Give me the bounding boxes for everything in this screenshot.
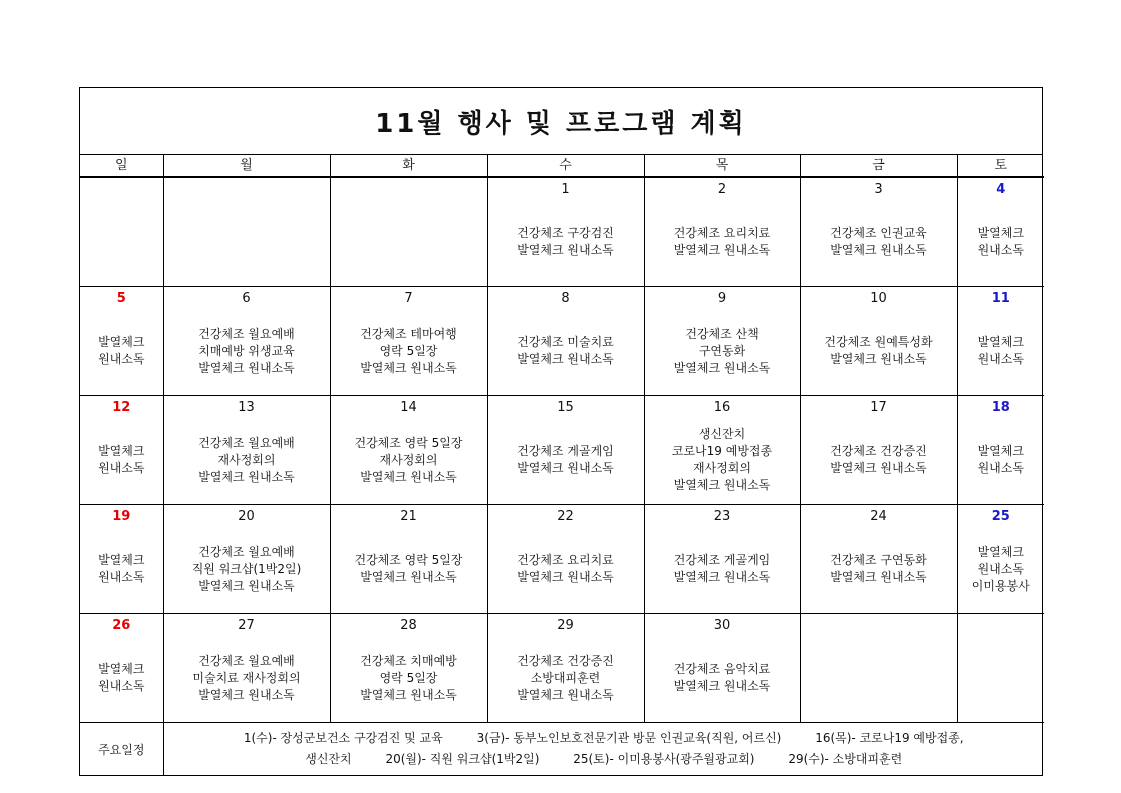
event-item: 원내소독 — [977, 561, 1024, 576]
event-item: 발열체크 원내소독 — [517, 687, 614, 702]
day-cell — [800, 287, 957, 396]
day-cell — [644, 505, 800, 614]
day-cell — [487, 614, 644, 723]
day-events — [488, 201, 644, 283]
day-cell — [163, 396, 330, 505]
day-cell — [163, 505, 330, 614]
event-item: 건강체조 건강증진 — [517, 653, 614, 668]
summary-item: 29(수)- 소방대피훈련 — [788, 752, 903, 766]
day-number — [164, 179, 330, 201]
summary-item: 20(월)- 직원 워크샵(1박2일) — [385, 752, 540, 766]
event-item: 원내소독 — [98, 461, 145, 475]
day-number: 28 — [400, 618, 417, 633]
day-cell — [644, 396, 800, 505]
day-events — [331, 419, 487, 501]
event-item: 원내소독 — [977, 461, 1024, 475]
day-number: 20 — [238, 509, 255, 524]
day-cell — [330, 505, 487, 614]
summary-item: 25(토)- 이미용봉사(광주월광교회) — [573, 752, 755, 766]
event-item: 발열체크 — [977, 444, 1024, 458]
day-cell — [800, 614, 957, 723]
day-events — [645, 419, 800, 501]
day-number: 11 — [991, 291, 1010, 306]
day-events — [80, 637, 163, 719]
event-item: 영락 5일장 — [379, 343, 438, 358]
day-events — [331, 637, 487, 719]
day-number: 4 — [996, 182, 1006, 197]
summary-content — [163, 723, 1044, 776]
event-item: 발열체크 원내소독 — [830, 461, 927, 475]
day-number: 24 — [870, 509, 887, 524]
day-cell — [957, 287, 1044, 396]
event-item: 건강체조 치매예방 — [360, 653, 457, 668]
event-item: 건강체조 테마여행 — [360, 326, 457, 341]
day-cell — [330, 177, 487, 287]
event-item: 건강체조 영락 5일장 — [354, 435, 463, 450]
event-item: 발열체크 — [977, 335, 1024, 349]
event-item: 발열체크 원내소독 — [517, 352, 614, 366]
day-cell — [644, 287, 800, 396]
day-events — [958, 528, 1045, 610]
day-events — [801, 201, 957, 283]
event-item: 영락 5일장 — [379, 670, 438, 685]
day-number — [801, 615, 957, 637]
weekday-header: 토 — [957, 155, 1044, 177]
day-cell — [957, 396, 1044, 505]
weekday-header: 월 — [163, 155, 330, 177]
summary-item: 16(목)- 코로나19 예방접종, — [815, 731, 964, 745]
event-item: 재사정회의 — [379, 452, 438, 467]
day-cell — [487, 287, 644, 396]
page-title: 11월 행사 및 프로그램 계획 — [375, 108, 747, 139]
day-events — [645, 528, 800, 610]
day-events — [958, 310, 1045, 392]
event-item: 건강체조 월요예배 — [198, 653, 295, 668]
summary-row — [80, 723, 1044, 776]
day-cell — [644, 177, 800, 287]
event-item: 건강체조 요리치료 — [517, 553, 614, 567]
calendar-table — [80, 155, 1044, 775]
event-item: 건강체조 산책 — [685, 326, 759, 341]
day-events — [488, 637, 644, 719]
event-item: 건강체조 월요예배 — [198, 435, 295, 450]
day-cell — [487, 177, 644, 287]
day-events — [958, 637, 1045, 719]
day-events — [488, 419, 644, 501]
day-cell — [957, 505, 1044, 614]
event-item: 발열체크 원내소독 — [517, 461, 614, 475]
day-events — [164, 201, 330, 283]
day-number: 5 — [116, 291, 126, 306]
event-item: 발열체크 원내소독 — [517, 570, 614, 584]
day-events — [958, 419, 1045, 501]
day-events — [488, 310, 644, 392]
event-item: 발열체크 — [98, 553, 145, 567]
day-cell — [800, 396, 957, 505]
event-item: 발열체크 원내소독 — [673, 478, 771, 492]
weekday-header: 금 — [800, 155, 957, 177]
day-number: 13 — [238, 400, 255, 415]
day-cell — [330, 287, 487, 396]
day-events — [80, 528, 163, 610]
day-number: 30 — [713, 618, 731, 633]
day-cell — [644, 614, 800, 723]
event-item: 발열체크 원내소독 — [830, 243, 927, 257]
day-events — [801, 528, 957, 610]
day-cell — [957, 177, 1044, 287]
event-item: 발열체크 — [98, 662, 145, 676]
event-item: 원내소독 — [977, 243, 1024, 257]
event-item: 원내소독 — [98, 352, 145, 366]
day-number: 1 — [561, 182, 570, 197]
event-item: 발열체크 원내소독 — [673, 243, 771, 257]
event-item: 건강체조 영락 5일장 — [354, 553, 463, 567]
event-item: 건강체조 건강증진 — [830, 444, 927, 458]
event-item: 재사정회의 — [693, 461, 751, 475]
event-item: 생신잔치 — [698, 427, 746, 441]
event-item: 발열체크 원내소독 — [360, 687, 457, 702]
event-item: 건강체조 게골게임 — [673, 553, 771, 567]
summary-line-1 — [164, 728, 1045, 749]
day-events — [164, 419, 330, 501]
day-number: 29 — [557, 618, 574, 633]
event-item: 구연동화 — [698, 343, 746, 358]
day-cell — [163, 614, 330, 723]
event-item: 건강체조 구강검진 — [517, 226, 614, 240]
day-number — [331, 179, 487, 201]
event-item: 발열체크 — [977, 544, 1024, 559]
day-number: 25 — [991, 509, 1010, 524]
day-number: 6 — [242, 291, 251, 306]
weekday-header: 수 — [487, 155, 644, 177]
day-cell — [957, 614, 1044, 723]
event-item: 발열체크 — [977, 226, 1024, 240]
day-number: 10 — [870, 291, 887, 306]
event-item: 발열체크 원내소독 — [198, 469, 295, 484]
event-item: 발열체크 원내소독 — [198, 360, 295, 375]
event-item: 건강체조 구연동화 — [830, 553, 927, 567]
event-item: 건강체조 인권교육 — [830, 226, 927, 240]
weekday-header: 화 — [330, 155, 487, 177]
weekday-header: 일 — [80, 155, 163, 177]
day-number: 14 — [400, 400, 417, 415]
day-number — [80, 179, 163, 201]
event-item: 치매예방 위생교육 — [198, 343, 295, 358]
event-item: 건강체조 게골게임 — [517, 444, 614, 458]
event-item: 건강체조 월요예배 — [198, 544, 295, 559]
day-number: 15 — [557, 400, 574, 415]
schedule-sheet — [79, 87, 1043, 776]
event-item: 직원 워크샵(1박2일) — [191, 561, 302, 576]
event-item: 원내소독 — [98, 679, 145, 693]
day-events — [801, 637, 957, 719]
day-number: 12 — [112, 400, 131, 415]
day-events — [645, 310, 800, 392]
day-cell — [330, 396, 487, 505]
summary-line-2 — [164, 749, 1045, 770]
day-cell — [487, 396, 644, 505]
day-events — [164, 310, 330, 392]
title-row — [80, 88, 1042, 155]
event-item: 원내소독 — [977, 352, 1024, 366]
day-events — [801, 310, 957, 392]
weekday-header: 목 — [644, 155, 800, 177]
day-cell — [80, 287, 163, 396]
event-item: 발열체크 원내소독 — [673, 360, 771, 375]
event-item: 발열체크 원내소독 — [360, 570, 457, 584]
day-events — [164, 528, 330, 610]
day-events — [645, 637, 800, 719]
event-item: 발열체크 — [98, 444, 145, 458]
event-item: 발열체크 원내소독 — [517, 243, 614, 257]
day-events — [80, 310, 163, 392]
day-events — [958, 201, 1045, 283]
weekday-header-row — [80, 155, 1044, 177]
event-item: 발열체크 원내소독 — [830, 570, 927, 584]
event-item: 건강체조 원예특성화 — [824, 335, 933, 349]
day-cell — [330, 614, 487, 723]
day-number: 3 — [874, 182, 883, 197]
day-number — [958, 615, 1045, 637]
event-item: 재사정회의 — [217, 452, 276, 467]
event-item: 이미용봉사 — [971, 578, 1030, 593]
week-row — [80, 505, 1044, 614]
day-cell — [163, 177, 330, 287]
summary-item: 생신잔치 — [305, 752, 352, 766]
day-cell — [80, 505, 163, 614]
event-item: 발열체크 원내소독 — [198, 687, 295, 702]
week-row — [80, 287, 1044, 396]
event-item: 원내소독 — [98, 570, 145, 584]
day-events — [331, 201, 487, 283]
event-item: 발열체크 원내소독 — [830, 352, 927, 366]
day-events — [645, 201, 800, 283]
day-number: 9 — [717, 291, 727, 306]
event-item: 미술치료 재사정회의 — [192, 670, 301, 685]
day-events — [331, 310, 487, 392]
event-item: 소방대피훈련 — [530, 670, 601, 685]
day-events — [80, 419, 163, 501]
day-number: 2 — [717, 182, 727, 197]
day-number: 7 — [404, 291, 413, 306]
day-number: 16 — [713, 400, 731, 415]
day-cell — [800, 505, 957, 614]
day-number: 26 — [112, 618, 131, 633]
day-number: 23 — [713, 509, 731, 524]
day-events — [331, 528, 487, 610]
event-item: 발열체크 원내소독 — [673, 570, 771, 584]
day-cell — [80, 177, 163, 287]
event-item: 발열체크 원내소독 — [360, 469, 457, 484]
event-item: 건강체조 미술치료 — [517, 335, 614, 349]
summary-item: 3(금)- 동부노인보호전문기관 방문 인권교육(직원, 어르신) — [476, 731, 782, 745]
event-item: 건강체조 요리치료 — [673, 226, 771, 240]
day-events — [801, 419, 957, 501]
summary-item: 1(수)- 장성군보건소 구강검진 및 교육 — [243, 731, 443, 745]
week-row — [80, 614, 1044, 723]
day-cell — [800, 177, 957, 287]
day-events — [164, 637, 330, 719]
day-number: 19 — [112, 509, 131, 524]
event-item: 발열체크 원내소독 — [198, 578, 295, 593]
day-number: 18 — [991, 400, 1010, 415]
event-item: 건강체조 음악치료 — [673, 662, 771, 676]
day-events — [488, 528, 644, 610]
event-item: 발열체크 — [98, 335, 145, 349]
week-row — [80, 396, 1044, 505]
event-item: 건강체조 월요예배 — [198, 326, 295, 341]
day-cell — [163, 287, 330, 396]
day-cell — [487, 505, 644, 614]
event-item: 코로나19 예방접종 — [671, 444, 773, 458]
day-number: 27 — [238, 618, 255, 633]
week-row — [80, 177, 1044, 287]
summary-label: 주요일정 — [80, 723, 163, 776]
day-cell — [80, 396, 163, 505]
day-cell — [80, 614, 163, 723]
event-item: 발열체크 원내소독 — [673, 679, 771, 693]
day-number: 22 — [557, 509, 574, 524]
day-number: 17 — [870, 400, 887, 415]
day-number: 21 — [400, 509, 417, 524]
event-item: 발열체크 원내소독 — [360, 360, 457, 375]
day-number: 8 — [561, 291, 570, 306]
day-events — [80, 201, 163, 283]
